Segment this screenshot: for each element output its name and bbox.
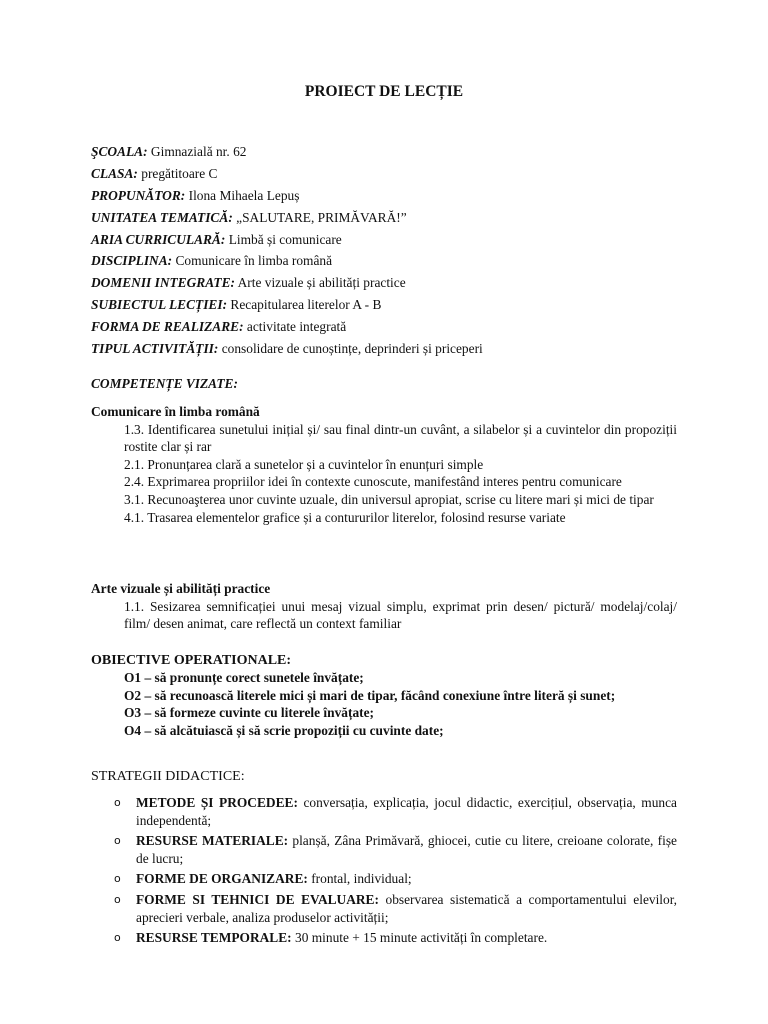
competenta-item: 2.4. Exprimarea propriilor idei în contexte cunoscute, manifestând interes pentru comunicare xyxy=(124,474,622,490)
obiectiv-item: O2 – să recunoască literele mici și mari de tipar, făcând conexiune între literă și sunet; xyxy=(124,687,616,703)
header-key: UNITATEA TEMATICĂ xyxy=(91,209,229,225)
strategie-label: FORME SI TEHNICI DE EVALUARE: xyxy=(136,891,379,907)
bullet-icon: o xyxy=(114,834,121,848)
obiectiv-item: O1 – să pronunțe corect sunetele învățate; xyxy=(124,670,364,685)
strategie-text: frontal, individual; xyxy=(311,871,412,887)
header-key: ARIA CURRICULARĂ xyxy=(91,231,221,247)
header-row-subiectul: SUBIECTUL LECȚIEI: Recapitularea literelor A - B xyxy=(91,297,382,313)
obiective-list xyxy=(124,669,615,739)
header-value: Limbă și comunicare xyxy=(228,231,342,247)
header-value: Comunicare în limba română xyxy=(175,253,333,269)
strategie-text: observarea sistematică a comportamentului elevilor, aprecieri verbale, analiza produselor activității; xyxy=(136,891,677,925)
header-row-domenii: DOMENII INTEGRATE: Arte vizuale și abilități practice xyxy=(91,275,406,291)
strategii-heading: STRATEGII DIDACTICE: xyxy=(91,769,245,784)
strategie-item xyxy=(114,891,677,926)
competente-section-arte xyxy=(91,580,677,633)
header-key: ŞCOALA xyxy=(91,144,144,159)
header-key: DISCIPLINA xyxy=(91,253,168,269)
strategie-label: FORME DE ORGANIZARE: xyxy=(136,871,308,887)
competente-heading: COMPETENȚE VIZATE: xyxy=(91,376,238,391)
header-row-disciplina: DISCIPLINA: Comunicare în limba română xyxy=(91,253,333,269)
lesson-header xyxy=(91,143,691,362)
header-value: consolidare de cunoștințe, deprinderi și priceperi xyxy=(221,341,483,357)
header-value: „SALUTARE, PRIMĂVARĂ!” xyxy=(236,209,407,225)
strategie-text: 30 minute + 15 minute activități în completare. xyxy=(295,930,548,946)
header-row-tipul: TIPUL ACTIVITĂȚII: consolidare de cunoștințe, deprinderi și priceperi xyxy=(91,341,483,357)
obiectiv-item: O4 – să alcătuiască și să scrie propoziții cu cuvinte date; xyxy=(124,722,444,738)
bullet-icon: o xyxy=(114,872,121,886)
strategie-item xyxy=(114,794,677,829)
header-row-clasa: CLASA: pregătitoare C xyxy=(91,165,218,181)
header-row-unitatea: UNITATEA TEMATICĂ: „SALUTARE, PRIMĂVARĂ!” xyxy=(91,209,407,225)
competenta-item: 1.1. Sesizarea semnificației unui mesaj vizual simplu, exprimat prin desen/ pictură/ modelaj/colaj/ film/ desen animat, care reflectă un context familiar xyxy=(124,598,677,632)
strategie-item xyxy=(114,870,677,888)
header-value: Recapitularea literelor A - B xyxy=(230,297,382,313)
strategie-label: RESURSE TEMPORALE: xyxy=(136,930,292,946)
strategie-text: planșă, Zâna Primăvară, ghiocei, cutie cu litere, creioane colorate, fișe de lucru; xyxy=(136,833,677,866)
bullet-icon: o xyxy=(114,796,121,809)
competente-section-comunicare xyxy=(91,403,677,526)
header-key: CLASA xyxy=(91,165,134,181)
header-key: FORMA DE REALIZARE xyxy=(91,319,240,335)
strategie-label: METODE ȘI PROCEDEE: xyxy=(136,795,298,810)
header-key: PROPUNĂTOR xyxy=(91,187,181,203)
header-row-aria: ARIA CURRICULARĂ: Limbă și comunicare xyxy=(91,231,342,247)
competenta-item: 4.1. Trasarea elementelor grafice și a contururilor literelor, folosind resurse variate xyxy=(124,509,566,525)
strategii-list xyxy=(114,794,677,950)
page-title: PROIECT DE LECȚIE xyxy=(304,83,464,100)
obiective-heading: OBIECTIVE OPERATIONALE: xyxy=(91,653,292,668)
header-value: Arte vizuale și abilități practice xyxy=(237,275,406,291)
header-value: pregătitoare C xyxy=(141,165,218,181)
header-row-forma: FORMA DE REALIZARE: activitate integrată xyxy=(91,319,347,335)
competenta-item: 2.1. Pronunțarea clară a sunetelor și a cuvintelor în enunțuri simple xyxy=(124,456,484,472)
strategie-item xyxy=(114,929,677,947)
bullet-icon: o xyxy=(114,931,121,945)
bullet-icon: o xyxy=(114,892,121,906)
header-row-propunator: PROPUNĂTOR: Ilona Mihaela Lepuș xyxy=(91,187,300,203)
strategie-label: RESURSE MATERIALE: xyxy=(136,833,289,849)
header-value: activitate integrată xyxy=(246,319,347,335)
obiectiv-item: O3 – să formeze cuvinte cu literele învățate; xyxy=(124,705,375,721)
strategie-item xyxy=(114,832,677,867)
header-key: SUBIECTUL LECȚIEI xyxy=(91,297,223,313)
header-row-scoala: ŞCOALA: Gimnazială nr. 62 xyxy=(91,144,247,159)
header-value: Ilona Mihaela Lepuș xyxy=(188,187,300,203)
header-key: TIPUL ACTIVITĂȚII xyxy=(91,341,214,357)
header-value: Gimnazială nr. 62 xyxy=(150,144,247,159)
competenta-item: 3.1. Recunoaşterea unor cuvinte uzuale, din universul apropiat, scrise cu litere mari și mici de tipar xyxy=(124,491,654,507)
header-key: DOMENII INTEGRATE xyxy=(91,275,231,291)
section-title: Arte vizuale și abilități practice xyxy=(91,581,271,596)
section-title: Comunicare în limba română xyxy=(91,404,260,419)
strategie-text: conversația, explicația, jocul didactic, exercițiul, observația, munca independentă; xyxy=(136,795,677,828)
competenta-item: 1.3. Identificarea sunetului inițial și/ sau final dintr-un cuvânt, a silabelor și a cuvintelor din propoziții rostite clar și rar xyxy=(124,421,677,455)
